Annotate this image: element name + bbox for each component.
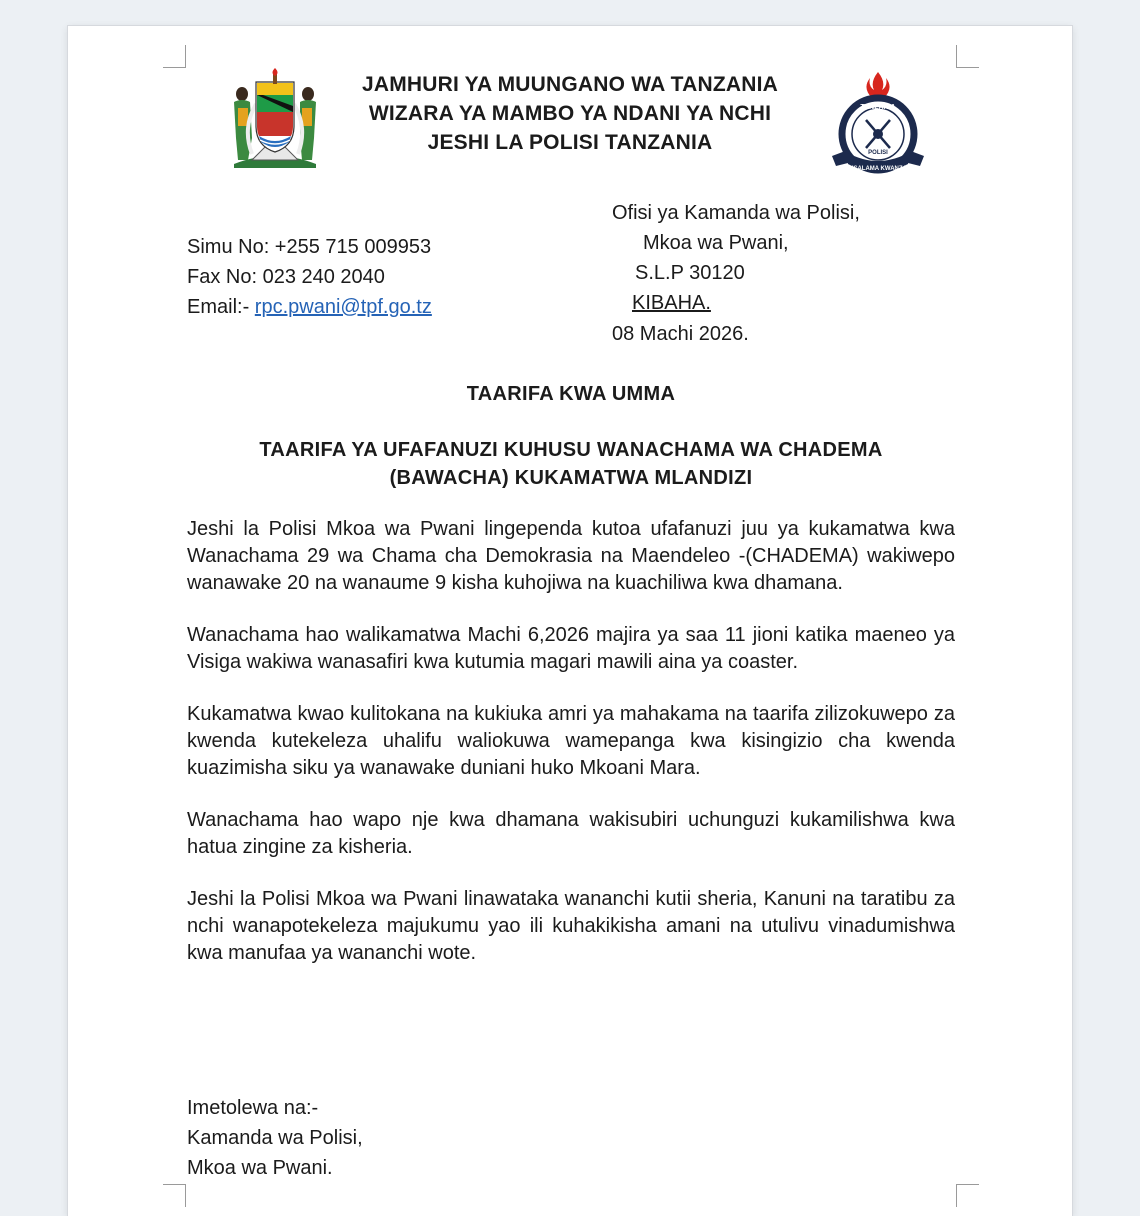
- office-line-3: S.L.P 30120: [635, 262, 745, 284]
- contact-email-row: [187, 292, 432, 322]
- body-paragraph-2: Wanachama hao walikamatwa Machi 6,2026 majira ya saa 11 jioni katika maeneo ya Visiga wakiwa wanasafiri kwa kutumia magari mawili aina ya coaster.: [187, 624, 955, 673]
- contact-phone: Simu No: +255 715 009953: [187, 236, 432, 258]
- body-paragraph-3: Kukamatwa kwao kulitokana na kukiuka amri ya mahakama na taarifa zilizokuwepo za kwenda kutekeleza uhalifu waliokuwa wamepanga kwa kisingizio cha kwenda kuazimisha siku ya wanawake duniani huko Mkoani Mara.: [187, 703, 955, 779]
- coat-of-arms-icon: [222, 68, 328, 172]
- signoff-line-1: Imetolewa na:-: [187, 1097, 319, 1119]
- signoff-block: [187, 1093, 363, 1183]
- logo-middle-text: POLISI: [868, 150, 888, 156]
- contact-email-label: Email:-: [187, 296, 255, 318]
- logo-top-text: TANZANIA: [860, 104, 896, 111]
- crop-mark-top-left: [163, 45, 186, 68]
- crop-mark-top-right: [956, 45, 979, 68]
- header-line-ministry: WIZARA YA MAMBO YA NDANI YA NCHI: [368, 102, 772, 125]
- document-title: TAARIFA KWA UMMA: [466, 383, 676, 405]
- contact-fax: Fax No: 023 240 2040: [187, 266, 385, 288]
- office-date: 08 Machi 2026.: [612, 323, 749, 345]
- contact-block: [187, 232, 432, 322]
- logo-motto-text: USALAMA KWANZA: [849, 166, 907, 172]
- signoff-line-2: Kamanda wa Polisi,: [187, 1127, 363, 1149]
- letterhead: [330, 70, 810, 157]
- crop-mark-bottom-left: [163, 1184, 186, 1207]
- document-body: [187, 516, 955, 992]
- signoff-line-3: Mkoa wa Pwani.: [187, 1157, 333, 1179]
- body-paragraph-5: Jeshi la Polisi Mkoa wa Pwani linawataka wananchi kutii sheria, Kanuni na taratibu za nchi wanapotekeleza majukumu yao ili kuhakikisha amani na utulivu vinadumishwa kwa manufaa ya wananchi wote.: [187, 888, 955, 964]
- document-subtitle: [187, 436, 955, 492]
- header-line-republic: JAMHURI YA MUUNGANO WA TANZANIA: [361, 73, 779, 96]
- office-line-4: KIBAHA.: [632, 292, 711, 314]
- office-line-1: Ofisi ya Kamanda wa Polisi,: [612, 202, 860, 224]
- body-paragraph-1: Jeshi la Polisi Mkoa wa Pwani lingependa kutoa ufafanuzi juu ya kukamatwa kwa Wanachama 29 wa Chama cha Demokrasia na Maendeleo -(CHADEMA) wakiwepo wanawake 20 na wanaume 9 kisha kuhojiwa na kuachiliwa kwa dhamana.: [187, 518, 955, 594]
- contact-email-link[interactable]: rpc.pwani@tpf.go.tz: [254, 296, 432, 318]
- police-logo-icon: [822, 70, 934, 182]
- subtitle-line-1: TAARIFA YA UFAFANUZI KUHUSU WANACHAMA WA CHADEMA: [259, 439, 883, 461]
- crop-mark-bottom-right: [956, 1184, 979, 1207]
- body-paragraph-4: Wanachama hao wapo nje kwa dhamana wakisubiri uchunguzi kukamilishwa kwa hatua zingine za kisheria.: [187, 809, 955, 858]
- office-line-2: Mkoa wa Pwani,: [643, 232, 789, 254]
- header-line-police: JESHI LA POLISI TANZANIA: [427, 131, 713, 154]
- subtitle-line-2: (BAWACHA) KUKAMATWA MLANDIZI: [389, 467, 753, 489]
